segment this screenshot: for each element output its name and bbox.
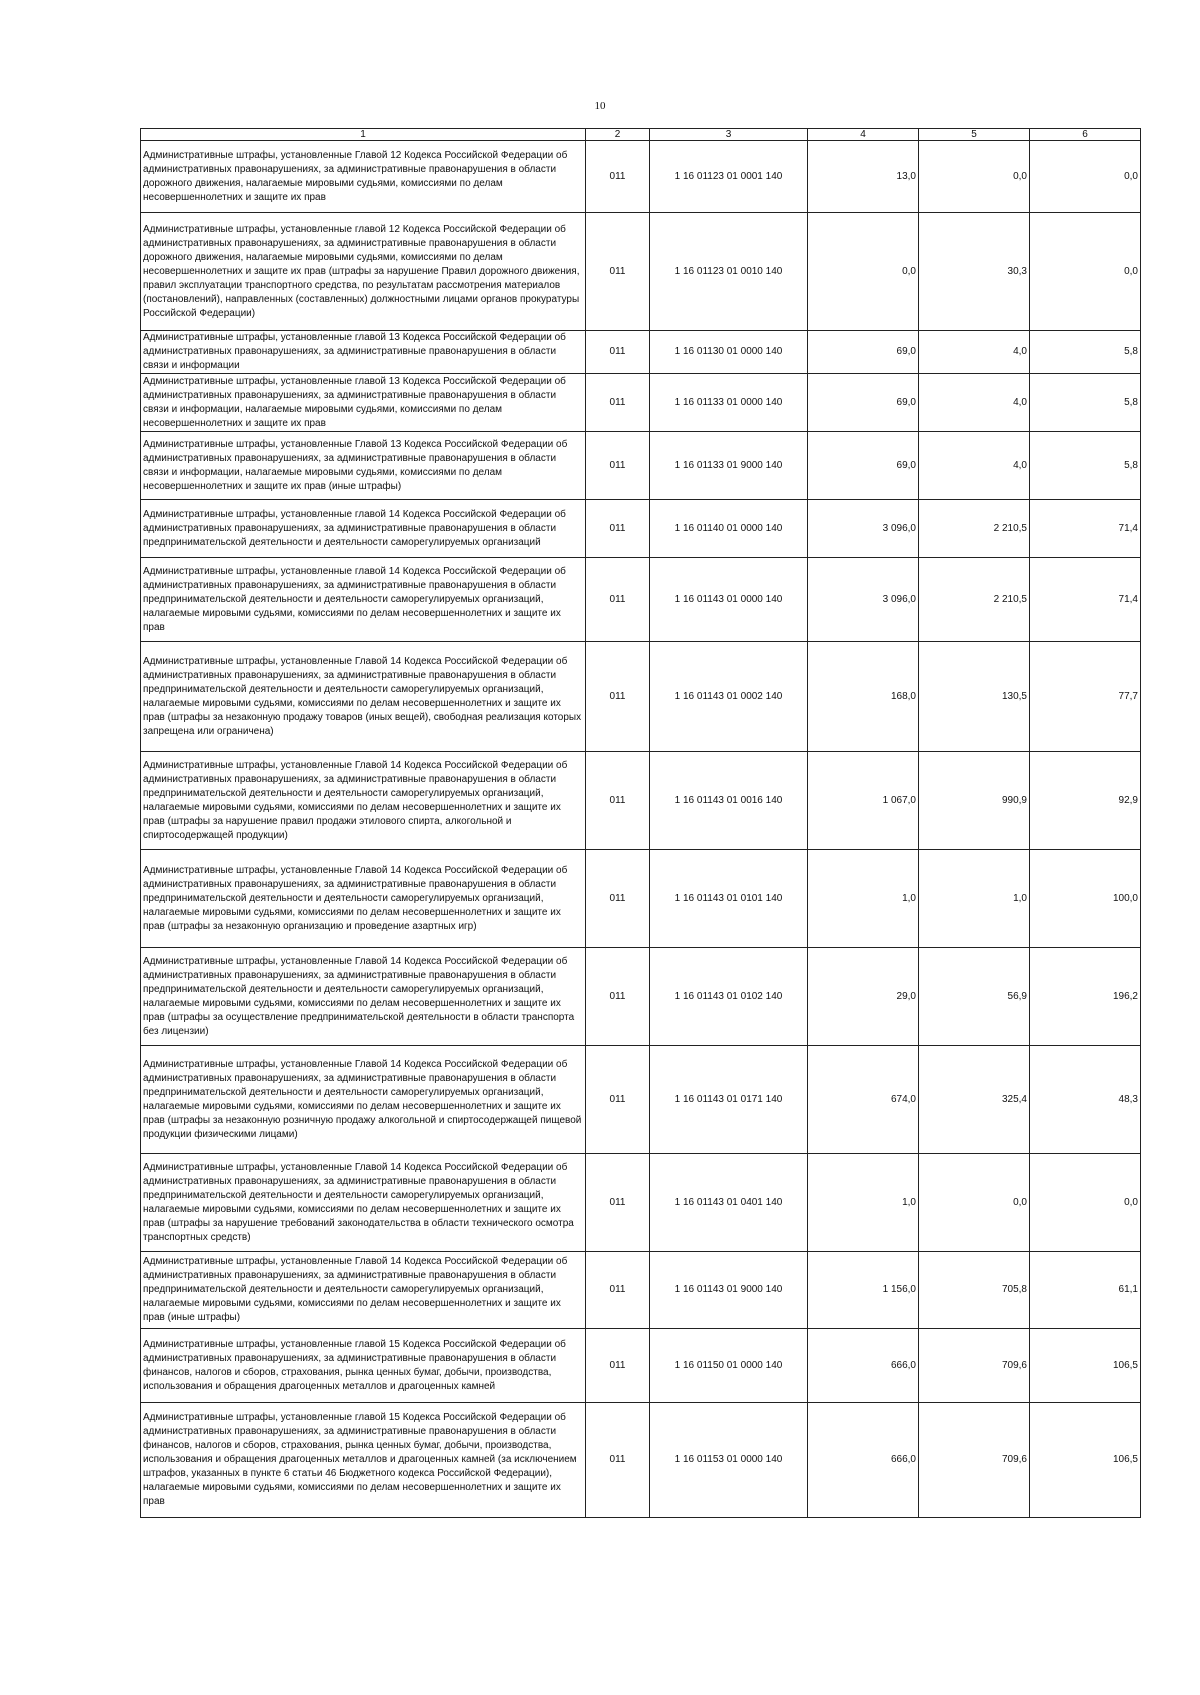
value-col-6: 71,4: [1030, 500, 1141, 558]
row-description: Административные штрафы, установленные Главой 14 Кодекса Российской Федерации об административных правонарушениях, за административные правонарушения в области предпринимательской деятельности и деятельности саморегулируемых организаций, налагаемые мировыми судьями, комиссиями по делам несовершеннолетних и защите их прав (штрафы за незаконную продажу товаров (иных вещей), свободная реализация которых запрещена или ограничена): [141, 642, 586, 752]
value-col-4: 69,0: [808, 374, 919, 432]
header-col-1: 1: [141, 129, 586, 141]
admin-code: 011: [586, 558, 650, 642]
budget-classification-code: 1 16 01123 01 0001 140: [650, 141, 808, 213]
header-col-6: 6: [1030, 129, 1141, 141]
value-col-6: 5,8: [1030, 331, 1141, 374]
table-row: [141, 141, 1141, 213]
admin-code: 011: [586, 374, 650, 432]
value-col-4: 69,0: [808, 432, 919, 500]
value-col-4: 1 156,0: [808, 1252, 919, 1329]
row-description: Административные штрафы, установленные Главой 13 Кодекса Российской Федерации об административных правонарушениях, за административные правонарушения в области связи и информации, налагаемые мировыми судьями, комиссиями по делам несовершеннолетних и защите их прав (иные штрафы): [141, 432, 586, 500]
row-description: Административные штрафы, установленные Главой 14 Кодекса Российской Федерации об административных правонарушениях, за административные правонарушения в области предпринимательской деятельности и деятельности саморегулируемых организаций, налагаемые мировыми судьями, комиссиями по делам несовершеннолетних и защите их прав (штрафы за незаконную организацию и проведение азартных игр): [141, 850, 586, 948]
budget-classification-code: 1 16 01140 01 0000 140: [650, 500, 808, 558]
value-col-4: 69,0: [808, 331, 919, 374]
value-col-6: 196,2: [1030, 948, 1141, 1046]
value-col-4: 0,0: [808, 213, 919, 331]
budget-classification-code: 1 16 01143 01 9000 140: [650, 1252, 808, 1329]
table-row: [141, 948, 1141, 1046]
value-col-5: 56,9: [919, 948, 1030, 1046]
value-col-6: 92,9: [1030, 752, 1141, 850]
table-row: [141, 331, 1141, 374]
value-col-6: 0,0: [1030, 1154, 1141, 1252]
table-header-row: [141, 129, 1141, 141]
table-row: [141, 558, 1141, 642]
admin-code: 011: [586, 1046, 650, 1154]
budget-classification-code: 1 16 01133 01 9000 140: [650, 432, 808, 500]
table-row: [141, 500, 1141, 558]
value-col-6: 0,0: [1030, 141, 1141, 213]
budget-classification-code: 1 16 01150 01 0000 140: [650, 1329, 808, 1403]
table-row: [141, 1329, 1141, 1403]
table-row: [141, 752, 1141, 850]
budget-classification-code: 1 16 01143 01 0401 140: [650, 1154, 808, 1252]
header-col-4: 4: [808, 129, 919, 141]
row-description: Административные штрафы, установленные Главой 14 Кодекса Российской Федерации об административных правонарушениях, за административные правонарушения в области предпринимательской деятельности и деятельности саморегулируемых организаций, налагаемые мировыми судьями, комиссиями по делам несовершеннолетних и защите их прав (штрафы за нарушение правил продажи этилового спирта, алкогольной и спиртосодержащей продукции): [141, 752, 586, 850]
value-col-4: 29,0: [808, 948, 919, 1046]
budget-classification-code: 1 16 01143 01 0000 140: [650, 558, 808, 642]
value-col-6: 0,0: [1030, 213, 1141, 331]
budget-classification-code: 1 16 01143 01 0101 140: [650, 850, 808, 948]
row-description: Административные штрафы, установленные Главой 14 Кодекса Российской Федерации об административных правонарушениях, за административные правонарушения в области предпринимательской деятельности и деятельности саморегулируемых организаций, налагаемые мировыми судьями, комиссиями по делам несовершеннолетних и защите их прав (штрафы за осуществление предпринимательской деятельности в области транспорта без лицензии): [141, 948, 586, 1046]
row-description: Административные штрафы, установленные Главой 14 Кодекса Российской Федерации об административных правонарушениях, за административные правонарушения в области предпринимательской деятельности и деятельности саморегулируемых организаций, налагаемые мировыми судьями, комиссиями по делам несовершеннолетних и защите их прав (штрафы за незаконную розничную продажу алкогольной и спиртосодержащей пищевой продукции физическими лицами): [141, 1046, 586, 1154]
value-col-4: 1,0: [808, 850, 919, 948]
value-col-6: 106,5: [1030, 1329, 1141, 1403]
table-row: [141, 213, 1141, 331]
header-col-5: 5: [919, 129, 1030, 141]
revenue-table: [140, 128, 1141, 1518]
budget-classification-code: 1 16 01143 01 0171 140: [650, 1046, 808, 1154]
value-col-6: 5,8: [1030, 432, 1141, 500]
value-col-6: 77,7: [1030, 642, 1141, 752]
row-description: Административные штрафы, установленные главой 13 Кодекса Российской Федерации об административных правонарушениях, за административные правонарушения в области связи и информации: [141, 331, 586, 374]
value-col-5: 2 210,5: [919, 500, 1030, 558]
value-col-5: 0,0: [919, 141, 1030, 213]
value-col-5: 130,5: [919, 642, 1030, 752]
value-col-5: 709,6: [919, 1329, 1030, 1403]
budget-classification-code: 1 16 01143 01 0016 140: [650, 752, 808, 850]
budget-classification-code: 1 16 01130 01 0000 140: [650, 331, 808, 374]
value-col-5: 709,6: [919, 1403, 1030, 1518]
admin-code: 011: [586, 948, 650, 1046]
admin-code: 011: [586, 1403, 650, 1518]
value-col-5: 2 210,5: [919, 558, 1030, 642]
value-col-6: 106,5: [1030, 1403, 1141, 1518]
value-col-5: 990,9: [919, 752, 1030, 850]
table-row: [141, 1154, 1141, 1252]
header-col-3: 3: [650, 129, 808, 141]
table-row: [141, 642, 1141, 752]
row-description: Административные штрафы, установленные главой 13 Кодекса Российской Федерации об административных правонарушениях, за административные правонарушения в области связи и информации, налагаемые мировыми судьями, комиссиями по делам несовершеннолетних и защите их прав: [141, 374, 586, 432]
budget-classification-code: 1 16 01143 01 0002 140: [650, 642, 808, 752]
value-col-4: 674,0: [808, 1046, 919, 1154]
value-col-5: 4,0: [919, 374, 1030, 432]
admin-code: 011: [586, 432, 650, 500]
row-description: Административные штрафы, установленные главой 15 Кодекса Российской Федерации об административных правонарушениях, за административные правонарушения в области финансов, налогов и сборов, страхования, рынка ценных бумаг, добычи, производства, использования и обращения драгоценных металлов и драгоценных камней: [141, 1329, 586, 1403]
budget-classification-code: 1 16 01133 01 0000 140: [650, 374, 808, 432]
admin-code: 011: [586, 752, 650, 850]
admin-code: 011: [586, 850, 650, 948]
row-description: Административные штрафы, установленные Главой 14 Кодекса Российской Федерации об административных правонарушениях, за административные правонарушения в области предпринимательской деятельности и деятельности саморегулируемых организаций, налагаемые мировыми судьями, комиссиями по делам несовершеннолетних и защите их прав (штрафы за нарушение требований законодательства в области технического осмотра транспортных средств): [141, 1154, 586, 1252]
value-col-4: 168,0: [808, 642, 919, 752]
header-col-2: 2: [586, 129, 650, 141]
budget-classification-code: 1 16 01143 01 0102 140: [650, 948, 808, 1046]
value-col-5: 30,3: [919, 213, 1030, 331]
admin-code: 011: [586, 642, 650, 752]
table-row: [141, 374, 1141, 432]
budget-classification-code: 1 16 01153 01 0000 140: [650, 1403, 808, 1518]
table-body: [141, 141, 1141, 1518]
admin-code: 011: [586, 1252, 650, 1329]
page-number: 10: [594, 100, 606, 112]
row-description: Административные штрафы, установленные Главой 12 Кодекса Российской Федерации об административных правонарушениях, за административные правонарушения в области дорожного движения, налагаемые мировыми судьями, комиссиями по делам несовершеннолетних и защите их прав: [141, 141, 586, 213]
value-col-5: 705,8: [919, 1252, 1030, 1329]
value-col-6: 61,1: [1030, 1252, 1141, 1329]
value-col-4: 666,0: [808, 1329, 919, 1403]
table-row: [141, 850, 1141, 948]
admin-code: 011: [586, 500, 650, 558]
admin-code: 011: [586, 213, 650, 331]
value-col-4: 1,0: [808, 1154, 919, 1252]
row-description: Административные штрафы, установленные Главой 14 Кодекса Российской Федерации об административных правонарушениях, за административные правонарушения в области предпринимательской деятельности и деятельности саморегулируемых организаций, налагаемые мировыми судьями, комиссиями по делам несовершеннолетних и защите их прав (иные штрафы): [141, 1252, 586, 1329]
row-description: Административные штрафы, установленные главой 14 Кодекса Российской Федерации об административных правонарушениях, за административные правонарушения в области предпринимательской деятельности и деятельности саморегулируемых организаций: [141, 500, 586, 558]
value-col-5: 0,0: [919, 1154, 1030, 1252]
table-row: [141, 432, 1141, 500]
value-col-5: 325,4: [919, 1046, 1030, 1154]
table-row: [141, 1046, 1141, 1154]
value-col-6: 100,0: [1030, 850, 1141, 948]
admin-code: 011: [586, 1154, 650, 1252]
value-col-5: 1,0: [919, 850, 1030, 948]
row-description: Административные штрафы, установленные главой 15 Кодекса Российской Федерации об административных правонарушениях, за административные правонарушения в области финансов, налогов и сборов, страхования, рынка ценных бумаг, добычи, производства, использования и обращения драгоценных металлов и драгоценных камней (за исключением штрафов, указанных в пункте 6 статьи 46 Бюджетного кодекса Российской Федерации), налагаемые мировыми судьями, комиссиями по делам несовершеннолетних и защите их прав: [141, 1403, 586, 1518]
value-col-6: 48,3: [1030, 1046, 1141, 1154]
table-row: [141, 1252, 1141, 1329]
value-col-4: 1 067,0: [808, 752, 919, 850]
budget-classification-code: 1 16 01123 01 0010 140: [650, 213, 808, 331]
admin-code: 011: [586, 331, 650, 374]
admin-code: 011: [586, 141, 650, 213]
admin-code: 011: [586, 1329, 650, 1403]
row-description: Административные штрафы, установленные главой 12 Кодекса Российской Федерации об административных правонарушениях, за административные правонарушения в области дорожного движения, налагаемые мировыми судьями, комиссиями по делам несовершеннолетних и защите их прав (штрафы за нарушение Правил дорожного движения, правил эксплуатации транспортного средства, по результатам рассмотрения материалов (постановлений), направленных (составленных) должностными лицами органов прокуратуры Российской Федерации): [141, 213, 586, 331]
table-row: [141, 1403, 1141, 1518]
value-col-4: 13,0: [808, 141, 919, 213]
row-description: Административные штрафы, установленные главой 14 Кодекса Российской Федерации об административных правонарушениях, за административные правонарушения в области предпринимательской деятельности и деятельности саморегулируемых организаций, налагаемые мировыми судьями, комиссиями по делам несовершеннолетних и защите их прав: [141, 558, 586, 642]
value-col-6: 71,4: [1030, 558, 1141, 642]
value-col-6: 5,8: [1030, 374, 1141, 432]
value-col-5: 4,0: [919, 331, 1030, 374]
value-col-4: 3 096,0: [808, 558, 919, 642]
value-col-4: 666,0: [808, 1403, 919, 1518]
value-col-5: 4,0: [919, 432, 1030, 500]
value-col-4: 3 096,0: [808, 500, 919, 558]
